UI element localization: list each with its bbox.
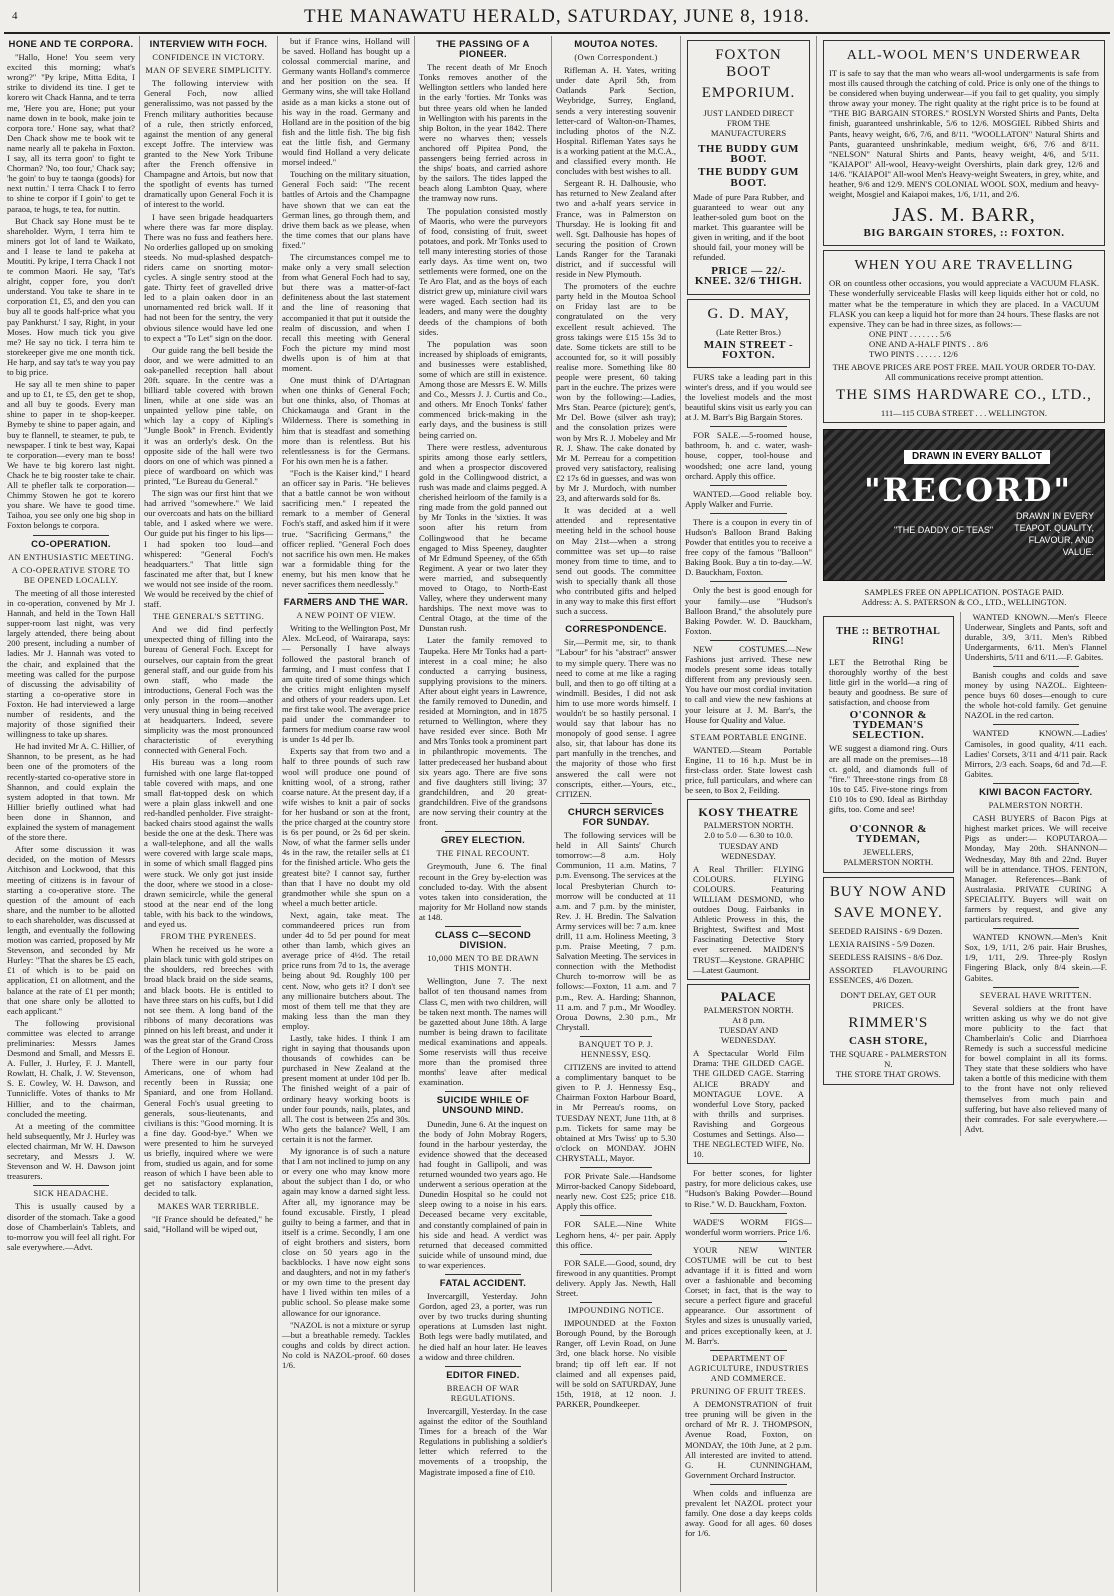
notice-paragraph: CITIZENS are invited to attend a complimentary banquet to be given to P. J. Hennessy Esq., Chairman Foxton Harbour Board, in Mr Perreau's rooms, on TUESDAY NEXT, June 11th, at 8 p.m. Tickets for same may be obtained at Mrs Twiss' up to 5.30 o'clock on MONDAY. JOHN CHRYSTALL, Mayor. [556,1062,676,1163]
kosy-theatre-ad [687,799,810,980]
classified-ad: WANTED.—Good reliable boy. Apply Walker and Furrie. [685,488,812,509]
article-paragraph: but if France wins, Holland will be saved. Holland has bought up a colossal commercial marine, and Germany wants Holland's commerce and her position on the sea. If Germany wins, she will take Holland aside as a man kicks a stone out of his way in the road. Germany and Holland are in the position of the big fish and the little fish. The big fish eat the little fish, and Germany would find Holland a very delicate morsel indeed." [282,36,410,168]
divider [445,1366,522,1367]
ad-name: RIMMER'S [848,1015,929,1032]
ad-address: MAIN STREET - FOXTON. [703,338,794,361]
classified-ad: YOUR NEW WINTER COSTUME will be cut to best advantage if it is fitted and worn over a fashionable and becoming Corset; in fact, that is the way to secure a perfect figure and graceful appearance. Our assortment of Styles and sizes is unusually varied, and prices exceptionally keen, at J. M. Barr's. [685,1244,812,1346]
ad-title: PALACE [720,988,777,1004]
column-2 [141,36,276,1592]
ad-item: THE BUDDY GUM BOOT. [698,143,799,166]
article-paragraph: Touching on the military situation, General Foch said: "The recent battles of Artois and the Champagne have shown that we can eat the German lines, go through them, and drive them back as we please, when the time comes that our plans have fixed." [282,169,410,250]
classified-ad: FOR SALE.—Nine White Leghorn hens, 4/- per pair. Apply this office. [556,1219,676,1250]
classified-ad: WANTED KNOWN.—Men's Knit Sox, 1/9, 1/11, 2/6 pair. Hair Brushes, 1/9, 1/11, 2/9. Three-ply Roslyn Fingering Black, only 8/4 skein.—F. Gabites. [964,932,1107,983]
article-subheading: (Own Correspondent.) [574,53,658,63]
classified-ad: NEW COSTUMES.—New Fashions just arrived. These new models present some ideas totally different from any previously seen. You have our most cordial invitation to call and view the new fashions at your leisure at J. M. Barr's, the House for Quality and Value. [685,643,812,725]
article-paragraph: Later the family removed to Taupeka. Here Mr Tonks had a part-interest in a coal mine; he also conducted a carrying business, supplying provisions to the miners. After about eight years in Lawrence, the family removed to Dunedin, and resided at Mornington, and in 1875 returned to Wellington, where they have resided ever since. Both Mr and Mrs Tonks took a prominent part in philanthropic movements. The latter predeceased her husband about six years ago. There are five sons and five daughters still living; 37 grandchildren, and 20 great-grandchildren. Five of the grandsons are now serving their country at the front. [419,635,547,828]
article-subheading: THE FINAL RECOUNT. [436,849,530,859]
underwear-ad [823,40,1105,246]
article-heading: EDITOR FINED. [446,1369,520,1381]
ad-address: 111—115 CUBA STREET . . . WELLINGTON. [880,408,1048,419]
article-paragraph: The meeting of all those interested in co-operation, convened by Mr J. Hannah, and held in the Town Hall supper-room last night, was very largely attended, there being about 200 present, including a number of ladies. Mr J. Hannah was voted to the chair, and explained that the meeting was called for the purpose of discussing the advisability of starting a co-operative store in Foxton. He had interviewed a large number of residents, and the majority of those signified their willingness to take up shares. [7,587,135,740]
article-paragraph: At a meeting of the committee held subsequently, Mr J. Hurley was elected chairman, Mr W. H. Dawson secretary, and Messrs J. W. Stevenson and W. H. Dawson joint treasurers. [7,1120,135,1182]
may-ad [687,299,810,368]
divider [445,1091,522,1092]
ad-size: ONE AND A-HALF PINTS . . 8/6 [869,338,988,349]
ad-heading: KIWI BACON FACTORY. [979,786,1093,798]
article-subheading: THE GENERAL'S SETTING. [152,612,265,622]
ad-item: ASSORTED FLAVOURING ESSENCES, 4/6 Dozen. [829,964,948,985]
notice-heading: BANQUET TO P. J. HENNESSY, ESQ. [578,1039,654,1059]
classified-ad: When colds and influenza are prevalent let NAZOL protect your family. One dose a day keeps colds away. Good for all ages. 60 doses for 1/6. [685,1487,812,1539]
divider [993,724,1078,725]
notice-subheading: PRUNING OF FRUIT TREES. [691,1387,806,1397]
classified-ad: FOR Private Sale.—Handsome Mirror-backed Canopy Sideboard, nearly new. Cost £25; price £18. Apply this office. [556,1171,676,1212]
ad-item: LEXIA RAISINS - 5/9 Dozen. [829,938,935,949]
article-paragraph: Lastly, take hides. I think I am right in saying that thousands upon thousands of cowhides can be purchased in New Zealand at the present moment at under 10d per lb. The finished weight of a pair of ordinary heavy working boots is under four pounds, nails, plates, and all. The cost is between 25s and 30s. Who gets the balance? Well, I am certain it is not the farmer. [282,1033,410,1144]
ad-title: G. D. MAY, [707,305,790,322]
ad-item: SEEDED RAISINS - 6/9 Dozen. [829,925,943,936]
divider [710,1350,786,1351]
ad-title: ALL-WOOL MEN'S UNDERWEAR [846,48,1082,63]
divider [710,485,786,486]
ad-body: Made of pure Para Rubber, and guaranteed to wear out any leather-soled gum boot on the market. This guarantee will be given in writing, and if the boot should fail, your money will be refunded. [693,191,804,263]
ad-subheading: PALMERSTON NORTH. [988,801,1083,811]
divider [445,926,522,927]
ad-size: TWO PINTS . . . . . . 12/6 [869,348,958,359]
article-heading: SUICIDE WHILE OF UNSOUND MIND. [436,1095,530,1117]
divider [33,535,110,536]
divider [993,987,1078,988]
article-paragraph: Wellington, June 7. The next ballot of ten thousand names from Class C, men with two children, will be taken next month. The names will be gazetted about June 18th. A large number is being drawn to facilitate medical examinations and appeals. Some reservists will thus receive more than the promised three months' leave after medical examination. [419,976,547,1088]
column-rule [414,36,415,1592]
ad-note: DON'T DELAY, GET OUR PRICES. [840,989,937,1011]
article-heading: FATAL ACCIDENT. [439,1277,527,1289]
boot-emporium-ad [687,40,810,295]
classified-ad: WANTED KNOWN.—Ladies' Camisoles, in good quality, 4/11 each. Ladies' Corsets, 3/11 and 4/11 pair. Rack Mirrors, 2/3 each. Soaps, 6d and 7d.—F. Gabites. [964,728,1107,779]
article-paragraph: Sir,—Permit me, sir, to thank "Labour" for his "abstract" answer to my simple query. There was no need to come at me like a raging bull, and then to go off tilting at a windmill. Besides, I did not ask him to use more words himself. I wouldn't be so hastily personal. I would say that labour has no monopoly of good sense. I agree also, sir, that labour has done its part manfully in the trenches, and the majority of those who first answered the call were not conscripts, either.—Yours, etc., CITIZEN. [556,637,676,799]
notice-heading: IMPOUNDING NOTICE. [567,1306,665,1316]
divider [710,1484,786,1485]
ad-title: FOXTON BOOT [715,47,782,80]
ad-body: OR on countless other occasions, you would appreciate a VACUUM FLASK. These wonderfully serviceable Flasks will keep liquids either hot or cold, no matter what be the temperature in which they are placed. In a VACUUM FLASK you can keep a liquid hot for more than 24 hours. These flasks are not expensive. They can be had in three sizes, as follows:— [829,278,1099,329]
article-paragraph: And we did find perfectly unexpected thing of filling into the bureau of General Foch. Except for ourselves, our captain from the great general staff, and our guide from his own staff, who made the introductions, General Foch was the only person in the room—another very unusual thing in being received at headquarters. Indeed, severe simplicity was the most pronounced characteristic of everything connected with General Foch. [144,624,273,756]
article-subheading: CONFIDENCE IN VICTORY. [152,53,265,63]
record-tea-ad-image [823,429,1105,581]
ad-sub: JEWELLERS, [863,847,914,858]
ad-brand: "RECORD" [864,471,1073,510]
article-paragraph: He say all te men shine to paper and up to £1, te £5, den get te shop, and all buy te goods. Every man shine to paper in te shop-keeper. Bymeby te shine to paper again, and buy te flannell, te steamer, te pub, te newspaper. I tink te best way, Kapai te corporation—every man te boss! We have te big korero last night. Chack he te big rooster take te chair. All te phefler talk te corporation—Chimmy Stowen he got te korero you share. We have te good time. Taihoa, you see only one big shop in Foxton belongs te corpora. [7,379,135,531]
divider [710,1241,786,1242]
ad-body: WE suggest a diamond ring. Ours are all made on the premises—18 ct. gold, and diamonds full of "fire." Three-stone rings from £8 10s to £45. Five-stone rings from £10 10s to £90. Ideal as Birthday gifts, too. Come and see! [829,743,948,815]
article-paragraph: His bureau was a long room furnished with one large flat-topped table covered with maps, and one small flat-topped desk on which were a plain glass inkwell and one red-handled penholder. Five straight-backed chairs stood against the walls beside the one at the desk. There was a wall-telephone, and all the walls were covered with large scale maps, in some of which small flagged pins were stuck. We only got just inside the door, where we stood in a close-drawn semicircle, while the general stood at the near end of the long table, with his back to the windows, and eyed us. [144,757,273,929]
ad-sub: BIG BARGAIN STORES, :: FOXTON. [863,227,1065,240]
ad-footer: SAMPLES FREE ON APPLICATION. POSTAGE PAID. [864,587,1064,598]
article-paragraph: The promoters of the euchre party held in the Moutoa School on Friday last are to be congratulated on the very excellent result achieved. The gross takings were £15 15s 3d to date. Some tickets are still to be accounted for, so it will possibly realise more. Something like 80 people were present, 60 taking part in the euchre. The prizes were won by the following:—Ladies, Mrs Stan. Pearce (picture); gent's, Mr Del. Bowe (silver ash tray); and the consolation prizes were won by Mrs R. J. Mobeley and Mr R. J. Shaw. The cake donated by Mr M. Perreau for a competition proved very satisfactory, realising £2 17s 6d in guesses, and was won by Mr J. Murdoch, with number 23, and afterwards sold for 8s. [556,281,676,504]
article-paragraph: Invercargill, Yesterday. John Gordon, aged 23, a porter, was run over by two trucks during shunting operations at Lumsden last night. Both legs were badly mutilated, and he died half an hour later. He leaves a widow and three children. [419,1291,547,1362]
classified-ad: CASH BUYERS of Bacon Pigs at highest market prices. We will receive Pigs as under:— KOPUTAROA—Monday, May 20th. SHANNON—Wednesday, May 8th and 22nd. Buyer will be in attendance. THOS. FENTON, Manager. References—Bank of Australasia. PRIVATE CURING A SPECIALITY. Buyers will wait on farmers by request, and give any particulars required. [964,813,1107,925]
column-rule [816,36,817,1592]
article-paragraph: The sign was our first hint that we had arrived "somewhere." We laid our overcoats and hats on the billiard table, and I asked where we were. Our guide put his finger to his lips—I had spoken too loud—and whispered: "General Foch's headquarters." That little sign fascinated me after that, but I knew we would not see inside of the room. We would be received by the chief of staff. [144,488,273,610]
article-subheading: A CO-OPERATIVE STORE TO BE OPENED LOCALLY. [11,565,131,585]
ad-address: PALMERSTON NORTH. [843,857,934,868]
ad-title: KOSY THEATRE [698,805,799,820]
divider [993,783,1078,784]
article-paragraph: Rifleman A. H. Yates, writing under date April 5th, from Oatlands Park Section, Weybridge, Surrey, England, sends a very interesting souvenir letter-card of Walton-on-Thames, including photos of the N.Z. Hospital. Rifleman Yates says he is a working patient at the M.C.A., and classified every month. He concludes with best wishes to all. [556,65,676,177]
column-rule [277,36,278,1592]
classified-ad: FURS take a leading part in this winter's dress, and if you would see the loveliest models and the most beautiful skins visit us early you can at J. M. Barr's Big Bargain Stores. [685,371,812,423]
article-paragraph: There were restless, adventurous spirits among those early settlers, and when a prospector discovered gold in the Collingwood district, a rush was made and claims pegged. A cherished heirloom of the family is a ring made from the gold panned out by Mr Tonks in the 'sixties. It was soon after his return from Collingwood that he became engaged to Miss Speeney, daughter of Mr Edmund Speeney, of the 65th Regiment. A year or two later they were married, and subsequently moved to Otago, to North-East Valley, where they underwent many hardships. The next move was to Central Otago, at the time of the Dunstan rush. [419,441,547,634]
article-subheading: AN ENTHUSIASTIC MEETING. [8,552,134,562]
divider [580,1167,652,1168]
article-paragraph: Sergeant R. H. Dalhousie, who has returned to New Zealand after two and a-half years service in France, was in Palmerston on Thursday. He is looking fit and well. Sgt. Dalhousie has hopes of securing the position of Crown Lands Ranger for the Taranaki district, and if successful will reside in New Plymouth. [556,178,676,280]
ad-name: O'CONNOR & TYDEMAN, [849,823,927,846]
article-paragraph: The following provisional committee was elected to arrange preliminaries: Messrs James Desmond and Small, and Messrs E. A. Fuller, J. Hurley, F. J. Mantell, Rowlatt, H. Chalk, J. W. Stevenson, S. E. Cowley, W. H. Dawson, and Tunnicliffe. Votes of thanks to Mr Hillier, and to the chairman, concluded the meeting. [7,1017,135,1119]
ad-note: THE ABOVE PRICES ARE POST FREE. MAIL YOUR ORDER TO-DAY. All communications receive prompt attention. [832,362,1096,383]
article-paragraph: "NAZOL is not a mixture or syrup —but a breathable remedy. Tackles coughs and colds by direct action. No cold is NAZOL-proof. 60 doses 1/6. [282,1319,410,1370]
divider [710,513,786,514]
divider [710,729,786,730]
classified-ad: Banish coughs and colds and save money by using NAZOL. Eighteen-pence buys 60 doses—enough to cure the whole hot-cold family. Get genuine NAZOL in the red carton. [964,670,1107,721]
article-heading: CLASS C—SECOND DIVISION. [434,929,532,952]
ad-body: IT is safe to say that the man who wears all-wool undergarments is safe from most ills caused through the catching of cold. Price is only one of the things to be considered when buying underwear—if you fail to get quality, you simply throw away your money. The right quality at the right price is to be found at "THE BIG BARGAIN STORES." ROSLYN Worsted Shirts and Pants, Delta finish, guaranteed unshrinkable, 5/6 to 12/6. MOSGIEL Ribbed Shirts and Pants, heavy weight, 6/6, 7/6, and 8/11. "WOOLLATON" Natural Shirts and Pants, guaranteed unshrinkable, medium weight, 6/6, 7/6 and 8/11. "NELSON" Natural Shirts and Pants, heavy weight, 4/6, and 5/11. "KAIAPOI" All-wool, Heavy-weight Overshirts, plain dark grey, 12/6 and 14/6. "KAIAPOI" All-wool Men's Heavy-weight Sweaters, in grey, white, and heather, 9/6 and 12/9. MEN'S COLONIAL WOOL SOX, medium and heavy-weight, Mosgiel and Kaiapoi makes, 1/6, 1/11, and 2/6. [829,68,1099,200]
ad-address: THE SQUARE - PALMERSTON N. [829,1049,947,1070]
article-paragraph: Next, again, take meat. The commandeered prices run from under 4d to 5d per pound for meat other than lamb, which gives an average price of 4½d. The retail price runs from 7d to 1s, the average being about 9d. Roughly 100 per cent. Now, who gets it? I don't see any millionaire butchers about. The most of them tell me that they are making less than the man they employ. [282,909,410,1031]
article-paragraph: The population consisted mostly of Maoris, who were the purveyors of food, consisting of fruit, sweet potatoes, and pork. Mr Tonks used to tell many interesting stories of those early days. As time went on, two settlements were formed, one on the Te Aro Flat, and as the boys of each district grew up, miniature civil wars were waged. Each section had its leaders, and many were the doughty deeds of the champions of both sides. [419,205,547,337]
article-paragraph: Writing to the Wellington Post, Mr Alex. McLeod, of Wairarapa, says: — Personally I have always followed the pastoral branch of farming, and I must confess that I am quite tired of some things which the critics might enlighten myself and others of your readers upon. Let me first take wool. The average price paid under the commandeer to farmers for medium coarse raw wool is under 1s 4d per lb. [282,623,410,745]
divider [445,831,522,832]
ad-sub: PALMERSTON NORTH. [703,820,794,831]
article-heading: HONE AND TE CORPORA. [8,39,134,50]
article-heading: INTERVIEW WITH FOCH. [149,39,268,50]
divider [710,640,786,641]
ad-tagline: THE STORE THAT GROWS. [835,1069,941,1080]
ad-sub: PALMERSTON NORTH. [703,1004,794,1015]
article-subheading: A NEW POINT OF VIEW. [296,611,396,621]
ad-tagline: DRAWN IN EVERY BALLOT [904,450,1050,464]
divider [580,1254,652,1255]
ad-body: LET the Betrothal Ring be thoroughly worthy of the best little girl in the world—a ring of beauty and goodness. Be sure of satisfaction, and choose from [829,656,948,708]
masthead-rule [4,32,1110,34]
ad-sub: (Late Retter Bros.) [716,326,781,337]
column-7 [818,36,1110,1592]
ad-body: A Real Thriller: FLYING COLOURS. FLYING COLOURS. Featuring WILLIAM DESMOND, who outdoes Doug. Fairbanks in Athletic Prowess in this, the Brightest, Swiftest and Most Fascinating Detective Story ever screened. MAIDEN'S TRUST—Keystone. GRAPHIC—Latest Gaumont. [693,863,804,975]
betrothal-ring-ad [823,616,954,873]
divider [580,1215,652,1216]
divider [580,1036,652,1037]
ad-price: PRICE — 22/- KNEE. 32/6 THIGH. [694,265,803,288]
article-paragraph: One must think of D'Artagnan when one thinks of General Foch; but one thinks, also, of Thomas at Chickamauga and Grant in the Wilderness. There is something in him that is steadfast and something more than is relentless. But his relentlessness is for the Germans. For his own men he is a father. [282,375,410,466]
article-paragraph: "Hallo, Hone! You seem very excited this morning; what's wrong?" "Py kripe, Mitta Edita, I strike to dividend its tine. I get te korero wit Chack Hanna, and te terra me, 'Here you are, Hone; put your name down in te book, make join te corpora tore.' Hone say, what that? Den Chack show me te book wit te name nearly all te pakeha in Foxton. I say, all its terra goon' to fight te Chorman? 'No, too four,' Chack say; 'he goin' to buy te taonga (goods) for next nuttin.' I terra Chack I to ferro to shine te corpor if I goin' to get te paraoa, te hugs, te tea, for nuttin. [7,52,135,214]
column-6 [682,36,815,1592]
ad-sub: CASH STORE, [848,1035,928,1048]
article-paragraph: The recent death of Mr Enoch Tonks removes another of the Wellington settlers who landed here in the early 'forties. Mr Tonks was but three years old when he landed in Wellington with his parents in the ship Bolton, in the year 1842. There were no wharves then; vessels anchored off Pipitea Pond, the passengers being ferried across in the ships' boats, and carried ashore by the sailors. The tides lapped the beach along Lambton Quay, where the tramway now runs. [419,62,547,204]
ad-days: TUESDAY AND WEDNESDAY. [718,1025,779,1046]
article-heading: GREY ELECTION. [440,835,526,847]
divider [580,1302,652,1303]
article-subheading: MAKES WAR TERRIBLE. [157,1201,260,1211]
article-paragraph: Dunedin, June 6. At the inquest on the body of John Mobray Rogers, found in the harbour yesterday, the evidence showed that the deceased had fought in Gallipoli, and was returned wounded two years ago. He underwent a serious operation at the Dunedin Hospital so he could not sleep owing to a noise in his ears. Deceased became very excitable, and constantly complained of pain in his side and head. A verdict was returned that deceased committed suicide while of unsound mind, due to war experiences. [419,1118,547,1270]
ad-title: WHEN YOU ARE TRAVELLING [854,258,1074,274]
page-number: 4 [12,10,18,22]
ad-title: THE :: BETROTHAL RING! [836,625,941,647]
ad-quality: DRAWN IN EVERY TEAPOT. QUALITY, FLAVOUR, AND VALUE. [1014,511,1094,558]
vacuum-flask-ad [823,250,1105,423]
article-paragraph: Invercargill, Yesterday. In the case against the editor of the Southland Times for a breach of the War Regulations in publishing a soldier's letter which referred to the movements of a troopship, the Magistrate imposed a fine of £10. [419,1406,547,1477]
article-paragraph: It was decided at a well attended and representative meeting held in the school house on May 21st—when a strong committee was set up—to raise money from time to time, and to send out goods. The committee wish to specially thank all those who contributed gifts and helped in any way to make this first effort such a success. [556,505,676,617]
classified-ad: For better scones, for lighter pastry, for more delicious cakes, use "Hudson's Baking Powder—Bound to Rise." W. D. Bauckham, Foxton. [685,1168,812,1209]
article-paragraph: This is usually caused by a disorder of the stomach. Take a good dose of Chamberlain's Tablets, and to-morrow you will feel all right. For sale everywhere.—Advt. [7,1201,135,1252]
divider [710,581,786,582]
ad-title: BUY NOW AND [829,883,947,900]
article-paragraph: After some discussion it was decided, on the motion of Messrs Aitchison and Lockwood, that this meeting of citizens is in favour of starting a co-operative store. The question of the amount of each share, and the number to be allotted to each shareholder, was discussed at length, and eventually the following motion was carried, proposed by Mr Stevenson, and seconded by Mr Hurley: "That the shares be £5 each, £1 of which is to be paid on application, £1 on allotment, and the balance at the rate of £1 per month; that one share only be allotted to each applicant." [7,844,135,1016]
classified-ad: FOR SALE.—Good, sound, dry firewood in any quantities. Prompt delivery. Apply Jas. Newth, Hall Street. [556,1257,676,1298]
ad-days: TUESDAY AND WEDNESDAY. [718,840,779,861]
palace-ad [687,984,810,1165]
masthead-title: THE MANAWATU HERALD, SATURDAY, JUNE 8, 1918. [304,6,810,27]
ad-time: At 8 p.m. [732,1014,765,1025]
divider [33,1185,110,1186]
ad-heading: SEVERAL HAVE WRITTEN. [979,990,1092,1000]
article-paragraph: He had invited Mr A. C. Hillier, of Shannon, to be present, as he had been one of the promoters of the recently-started co-operative store in Shannon, and could explain the system adopted in that town. Mr Hillier briefly outlined what had been done in Shannon, and explained the system of management of the store there. [7,741,135,843]
article-paragraph: The following services will be held in All Saints' Church tomorrow:—8 a.m. Holy Communion, 11 a.m. Matins, 7 p.m. Evensong. The services at the local Presbyterian Church to-morrow will be conducted at 11 a.m. and 7 p.m. by the minister, Rev. J. H. Bredin. The Salvation Army services will be: 7 a.m. knee drill, 11 a.m. Holiness Meeting, 3 p.m. Praise Meeting, 7 p.m. Salvation Meeting. The services in connection with the Methodist Church to-morrow will be as follows:—Foxton, 11 a.m. and 7 p.m., Rev. A. Harding; Shannon, 11 a.m. and 7 p.m., Mr Woodley. Oroua Downs, 2.30 p.m., Mr Chrystall. [556,830,676,1032]
ad-title: SAVE MONEY. [833,904,943,921]
ad-body: A Spectacular World Film Drama: THE GILDED CAGE. THE GILDED CAGE. Starring ALICE BRADY and MONTAGUE LOVE. A wonderful Love Story, packed with thrills and surprises. Ravishing and Gorgeous Costumes and Settings. Also—THE NEGLECTED WIFE, No. 10. [693,1048,804,1160]
classified-ad: WADE'S WORM FIGS—wonderful worm worriers. Price 1/6. [685,1216,812,1237]
article-heading: MOUTOA NOTES. [574,39,658,50]
ad-lead: JUST LANDED DIRECT FROM THE MANUFACTURERS [703,108,794,139]
classified-ad: FOR SALE.—5-roomed house, bathroom, h. and c. water, wash-house, copper, tool-house and woodshed; one acre land, young orchard. Apply this office. [685,430,812,481]
divider [993,928,1078,929]
article-subheading: SICK HEADACHE. [33,1189,109,1199]
ad-title: EMPORIUM. [701,85,796,101]
notice-heading: DEPARTMENT OF AGRICULTURE, INDUSTRIES AND COMMERCE. [688,1353,809,1383]
ad-name: THE SIMS HARDWARE CO., LTD., [836,387,1092,404]
ad-item: SEEDLESS RAISINS - 8/6 Doz. [829,951,943,962]
notice-paragraph: IMPOUNDED at the Foxton Borough Pound, by the Borough Ranger, off Levin Road, on June 3rd, one black horse. No visible brand; tip off left ear. If not claimed and all expenses paid, will be sold on SATURDAY, June 15th, 1918, at 12 noon. J. PARKER, Poundkeeper. [556,1318,676,1409]
divider [445,1274,522,1275]
ad-name: O'CONNOR & TYDEMAN'S SELECTION. [849,709,927,742]
article-heading: FARMERS AND THE WAR. [283,597,409,609]
divider [308,593,385,594]
article-heading: CORRESPONDENCE. [565,624,667,636]
column-4 [416,36,550,1592]
classified-ad: WANTED KNOWN.—Men's Fleece Underwear, Singlets and Pants, soft and durable, 3/9, 3/11. Men's Ribbed Undergarments, 6/11. Men's Flannel Undershirts, 5/11 and 6/11.—F. Gabites. [964,611,1107,662]
article-subheading: MAN OF SEVERE SIMPLICITY. [145,66,272,76]
article-paragraph: "If France should be defeated," he said, "Holland will be wiped out, [144,1213,273,1234]
article-heading: CO-OPERATION. [31,538,111,550]
divider [710,1213,786,1214]
article-paragraph: The circumstances compel me to make only a very small selection from what General Foch had to say, but there was a matter-of-fact definiteness about the last statement and the line of reasoning that accompanied it that put it outside the realm of discussion, and when I recall this meeting with General Foch the picture my mind most dwells upon is of him at that moment. [282,251,410,373]
classified-ad: WANTED.—Steam Portable Engine, 11 to 16 h.p. Must be in first-class order. State lowest cash price, full particulars, and where can be seen, to Box 2, Feilding. [685,744,812,796]
article-subheading: 10,000 MEN TO BE DRAWN THIS MONTH. [427,954,539,974]
article-subheading: FROM THE PYRENEES. [160,932,257,942]
divider [580,803,652,804]
column-3 [279,36,413,1592]
classified-ad: There is a coupon in every tin of Hudson's Balloon Brand Baking Powder that entitles you to receive a free copy of the famous "Balloon" Baking Book. Buy a tin to-day.—W. D. Bauckham, Foxton. [685,516,812,578]
classified-ad: Several soldiers at the front have written asking us why we do not give more publicity to the fact that Chamberlain's Colic and Diarrhoea Remedy is such a successful medicine for bowel complaint in all its forms. They state that these soldiers who have taken a bottle of this medicine with them to the front have not only relieved themselves from much pain and suffering, but have also relieved many of their comrades. For sale everywhere.—Advt. [964,1002,1107,1134]
classified-ad: Only the best is good enough for your family—use "Hudson's Balloon Brand," the absolutely pure Baking Powder. W. D. Bauckham, Foxton. [685,585,812,636]
article-paragraph: There were in our party four Americans, one of whom had recently been in Russia; one Spaniard, and one from Holland. General Foch's usual greeting to generals, sous-lieutenants, and civilians is this: "Good morning. It is a fine day. Good-bye." When we were presented to him he surveyed us briefly, inquired where we were from, studied us again, and for some reason of which I have been able to get no satisfactory explanation, decided to talk. [144,1057,273,1199]
column-rule [139,36,140,1592]
divider [710,426,786,427]
ad-name: JAS. M. BARR, [892,204,1036,227]
column-5 [553,36,679,1592]
article-paragraph: Experts say that from two and a half to three pounds of such raw wool will produce one pound of knitting wool, of a strong, rather coarse nature. At the present day, if a wife wishes to knit a pair of socks for her husband or son at the front, the price charged at the country store is 6s per pound, or 2s 6d per skein. Now, of what the farmer sells under 4s in the raw, the retailer sells at £1 for the finished article. Who gets the greatest bite? I cannot say, further than that I have no doubt my old grandmother while she spun on a wheel a much better article. [282,746,410,908]
rimmers-ad [823,877,954,1085]
notice-paragraph: A DEMONSTRATION of fruit tree pruning will be given in the orchard of Mr R. J. THOMPSON, Avenue Road, Foxton, on MONDAY, the 10th June, at 2 p.m. All interested are invited to attend. G. H. CUNNINGHAM, Government Orchard Instructor. [685,1399,812,1480]
article-subheading: BREACH OF WAR REGULATIONS. [446,1383,520,1403]
article-paragraph: My ignorance is of such a nature that I am not inclined to jump on any or every one who may know more about the subject than I do, or who again may know a darned sight less. After all, my ignorance may be found excusable. Firstly, I plead guilty to being a farmer, and that in itself is a crime. Secondly, I am one of eight brothers and sisters, born close on 50 years ago in the backblocks. I have now eight sons and daughters, and not in my father's or my own time to the present day have I lived within ten miles of a public school. So please make some allowance for our ignorance. [282,1146,410,1318]
ad-heading: STEAM PORTABLE ENGINE. [690,732,807,742]
divider [993,666,1078,667]
ad-size: ONE PINT . . . . . . . 5/6 [869,328,951,339]
ad-footer: Address: A. S. PATERSON & CO., LTD., WELLINGTON. [861,597,1067,608]
article-paragraph: Greymouth, June 6. The final recount in the Grey by-election was concluded to-day. With the absent votes taken into consideration, the majority for Mr Holland now stands at 148. [419,861,547,922]
article-paragraph: When he received us he wore a plain black tunic with gold stripes on the shoulders, red breeches with broad black braid on the side seams, and black boots. He is entitled to have three stars on his cuffs, but I did not see them. A long band of the ribbons of many decorations was pinned on his left breast, and under it was the great star of the Grand Cross of the Legion of Honour. [144,944,273,1056]
column-rule [551,36,552,1592]
article-paragraph: The population was soon increased by shiploads of emigrants, and businesses were established, some of which are still in existence. Among those are Messrs E. W. Mills and Co., Messrs J. J. Curtis and Co., and others. Mr Enoch Tonks' father commenced brick-making in the early days, and the business is still being carried on. [419,338,547,440]
ad-item: THE BUDDY GUM BOOT. [698,166,799,189]
article-paragraph: Our guide rang the bell beside the door, and we were admitted to an oak-panelled reception hall about 20ft. square. In the centre was a billiard table covered with brown linen, while at one side was an unpainted yellow pine table, on which lay a copy of Kipling's "Jungle Book" in French. Evidently it was an orderly's desk. On the opposite side of the hall were two doors on one of which was pinned a piece of wardboard on which was printed, "Le Bureau du General." [144,344,273,486]
ad-times: 2.0 to 5.0 — 6.30 to 10.0. [704,830,793,841]
ad-slogan: "THE DADDY OF TEAS" [894,525,994,536]
article-paragraph: I have seen brigade headquarters where there was far more display. There was no fuss and feathers here. No orderlies galloped up on smoking steeds. No mud-splashed despatch-riders came on snorting motor-cycles. A single sentry stood at the gate. Thirty feet of gravelled drive led to a plain oaken door in an unornamented red brick wall. If it had not been for the sentry, the very obvious silence would have led one to expect a "To Let" sign on the door. [144,211,273,343]
column-rule [680,36,681,1592]
article-paragraph: "Foch is the Kaiser kind," I heard an officer say in Paris. "He believes that a battle cannot be won without sacrificing men." I repeated the remark to a member of General Foch's staff, and asked him if it were true. "Sacrificing Germans," the officer replied. "General Foch does not sacrifice his own men. He makes war a formidable thing for the enemy, but his men know that he never sacrifices them needlessly." [282,467,410,589]
column-1 [4,36,138,1592]
article-heading: THE PASSING OF A PIONEER. [436,39,530,61]
article-paragraph: The following interview with General Foch, now allied generalissimo, was not passed by the French military authorities because of a rule, then strictly enforced, against the mention of any general except Joffre. The interview was granted to the New York Tribune after the French offensive in Champagne and Artois, but now that the spotlight of events has turned dramatically upon General Foch it is of interest to the world. [144,78,273,210]
article-paragraph: But Chack say Hone must be te shareholder. Wyrn, I terra him te miners got lot of land te Waikato, and I lease te land te pakeha at Moutiti. Py kripe, I terra Chack I not te common Maori. He say, 'Tat's alright, copper fore, you don't understand. You take te share in te corporation £1, £5, and den you can buy all te goods half-price what you pay Pankhurst.' I say, Right, in your Moses. How much tick you give me? He say no tick. I terra him te storekeeper give me one month tick. He harp, and say tat's te way you pay to big price. [7,215,135,377]
divider [580,620,652,621]
article-heading: CHURCH SERVICES FOR SUNDAY. [567,806,665,828]
